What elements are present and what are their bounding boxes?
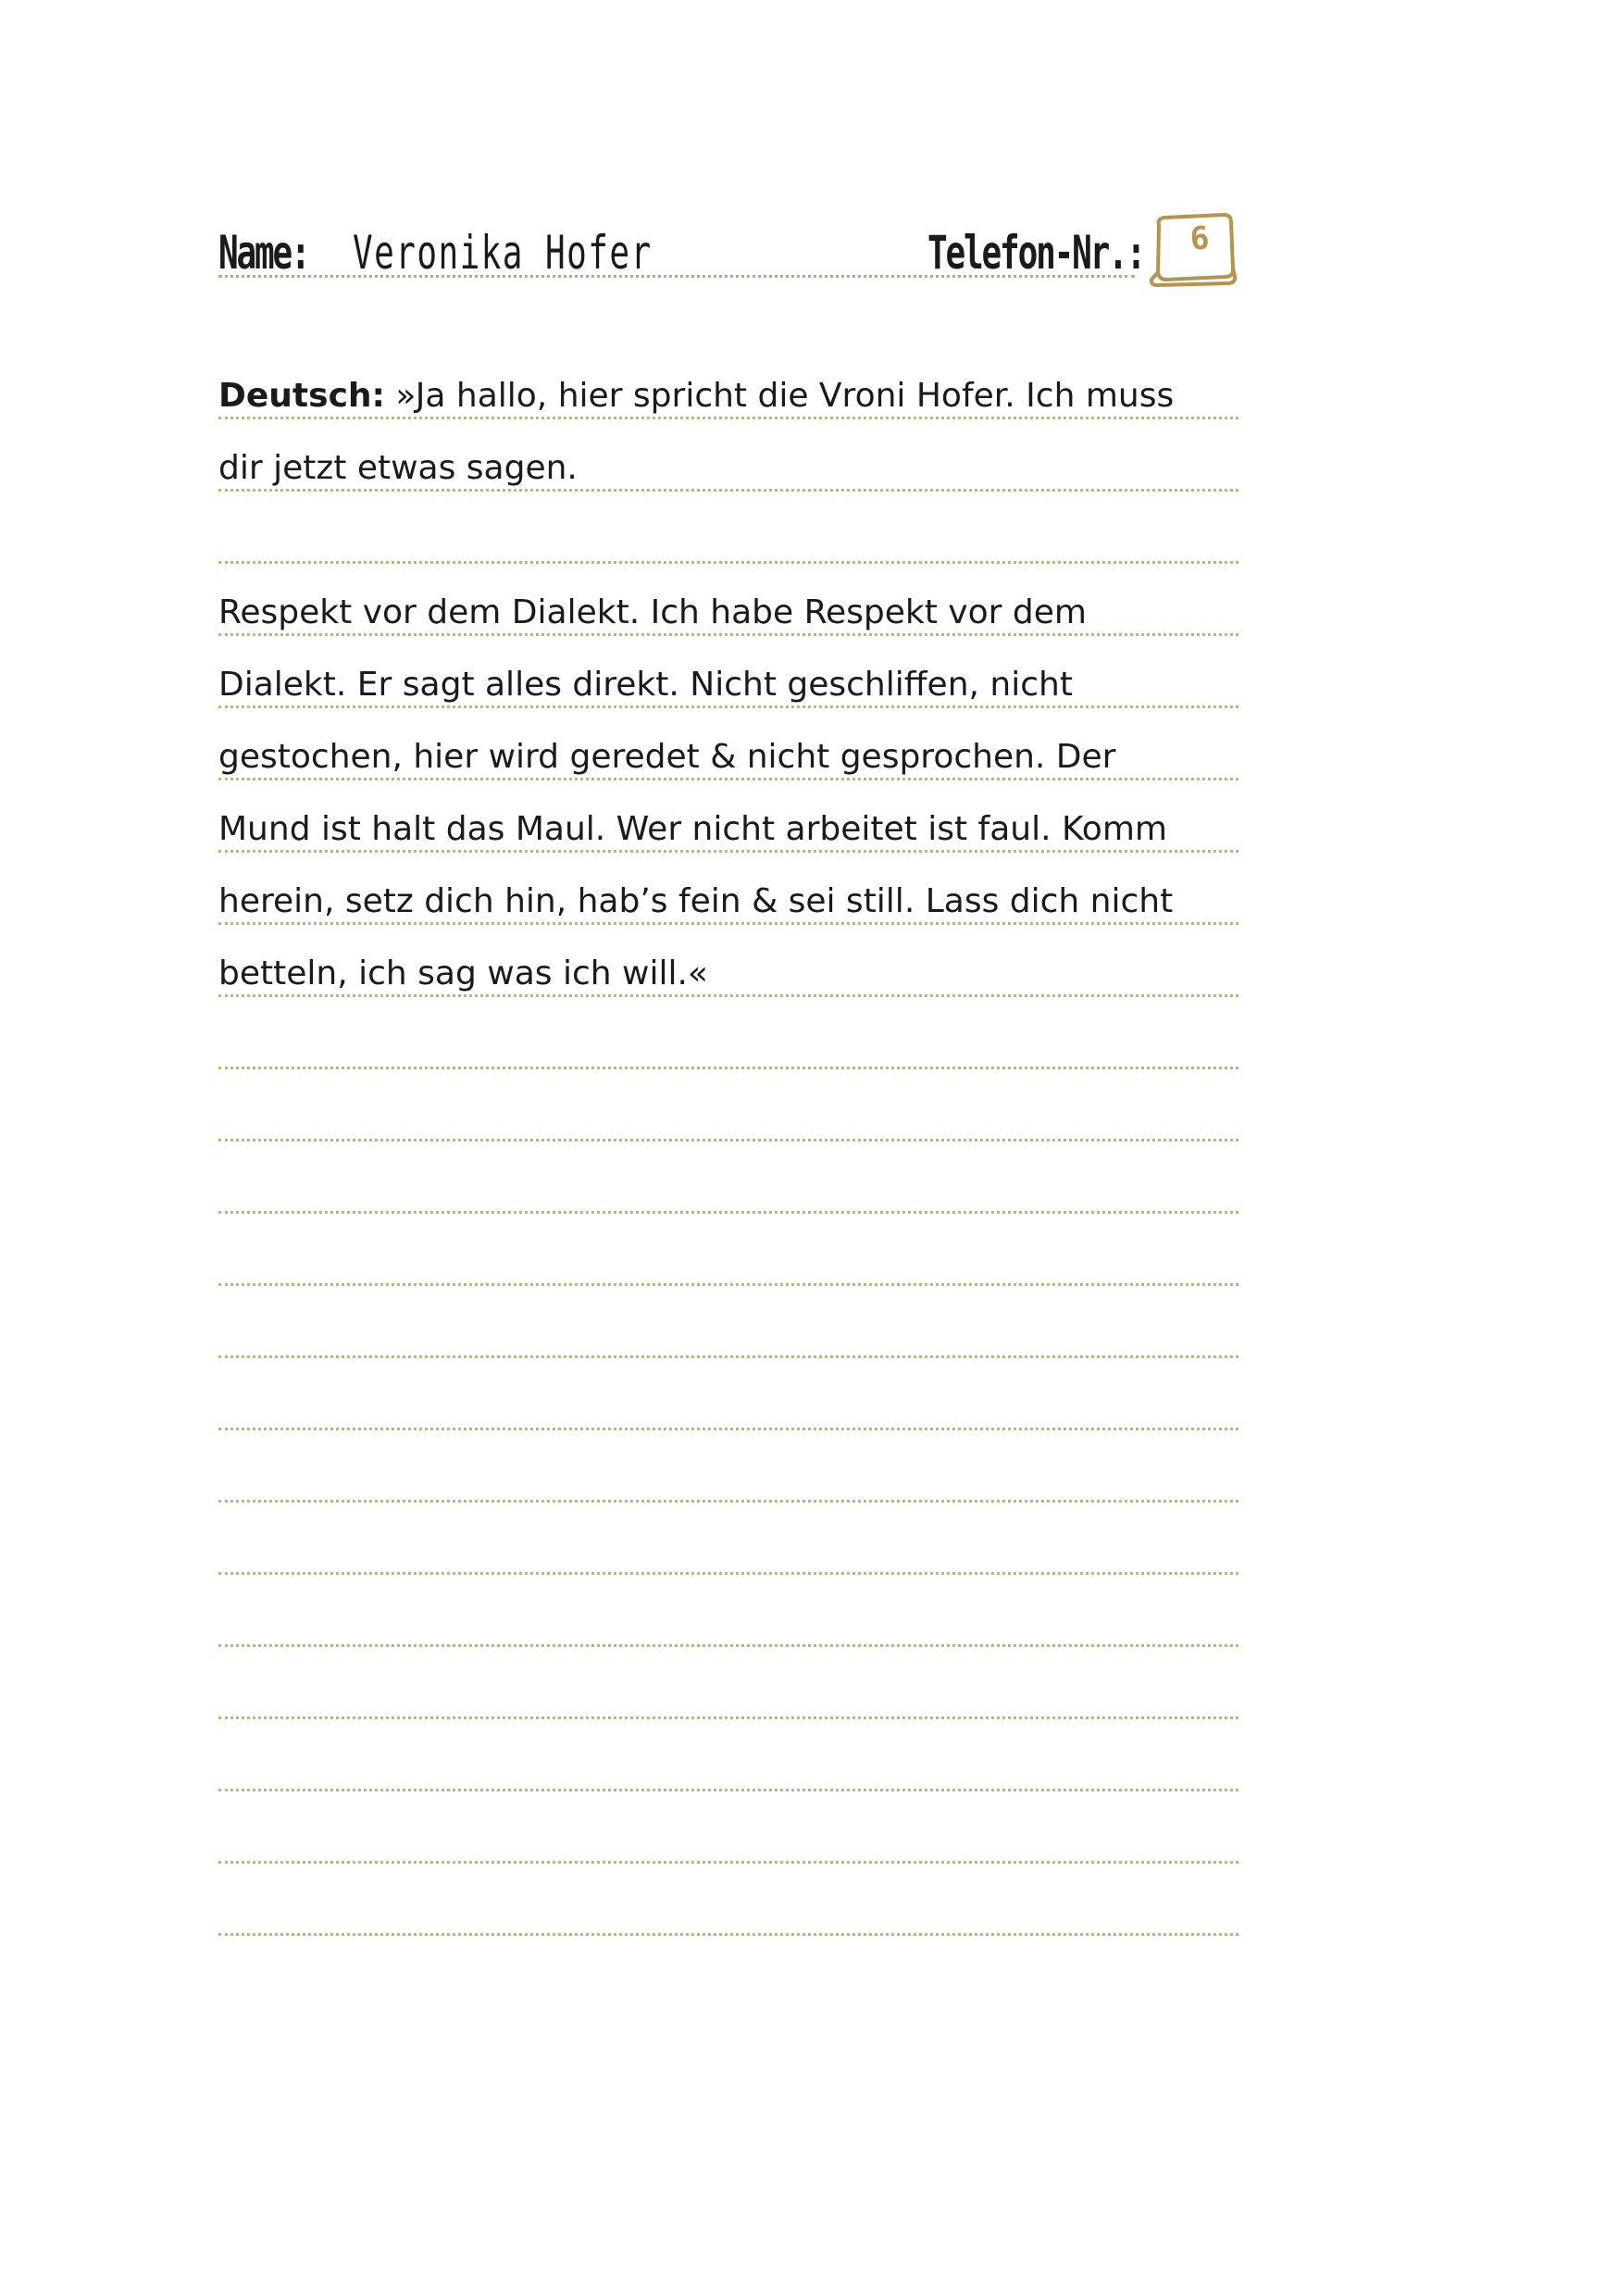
phone-label: Telefon-Nr.: [927, 226, 1145, 280]
ruled-line [218, 1933, 1238, 1936]
phone-key-number: 6 [1188, 219, 1212, 258]
ruled-line [218, 1139, 1238, 1142]
ruled-line [218, 561, 1238, 564]
name-label: Name: [218, 226, 309, 280]
ruled-line [218, 1716, 1238, 1719]
ruled-line [218, 1283, 1238, 1286]
ruled-line [218, 850, 1238, 853]
ruled-line [218, 1067, 1238, 1069]
ruled-line [218, 705, 1238, 708]
text-line-8: herein, setz dich hin, hab’s fein & sei still. Lass dich nicht [218, 882, 1174, 920]
ruled-line [218, 633, 1238, 636]
text-line-7: Mund ist halt das Maul. Wer nicht arbeitet ist faul. Komm [218, 810, 1167, 848]
text-line-2: dir jetzt etwas sagen. [218, 449, 578, 487]
text-line-1 [218, 376, 1174, 417]
ruled-line [218, 1355, 1238, 1358]
name-value: Veronika Hofer [353, 226, 653, 280]
ruled-line [218, 922, 1238, 925]
ruled-line [218, 1500, 1238, 1503]
text-line-1-content: »Ja hallo, hier spricht die Vroni Hofer. Ich muss [395, 377, 1175, 415]
ruled-line [218, 1211, 1238, 1214]
text-line-9: betteln, ich sag was ich will.« [218, 955, 708, 992]
ruled-line [218, 489, 1238, 492]
ruled-line [218, 1789, 1238, 1791]
text-line-4: Respekt vor dem Dialekt. Ich habe Respekt vor dem [218, 593, 1087, 631]
ruled-line [218, 994, 1238, 997]
text-line-6: gestochen, hier wird geredet & nicht gesprochen. Der [218, 738, 1116, 776]
language-label: Deutsch: [218, 377, 385, 415]
ruled-line [218, 1572, 1238, 1575]
header-dotted-line [218, 275, 1135, 278]
ruled-line [218, 1428, 1238, 1430]
text-line-5: Dialekt. Er sagt alles direkt. Nicht geschliffen, nicht [218, 666, 1073, 704]
ruled-line [218, 778, 1238, 780]
ruled-line [218, 1644, 1238, 1647]
ruled-line [218, 1861, 1238, 1864]
ruled-line [218, 417, 1238, 419]
